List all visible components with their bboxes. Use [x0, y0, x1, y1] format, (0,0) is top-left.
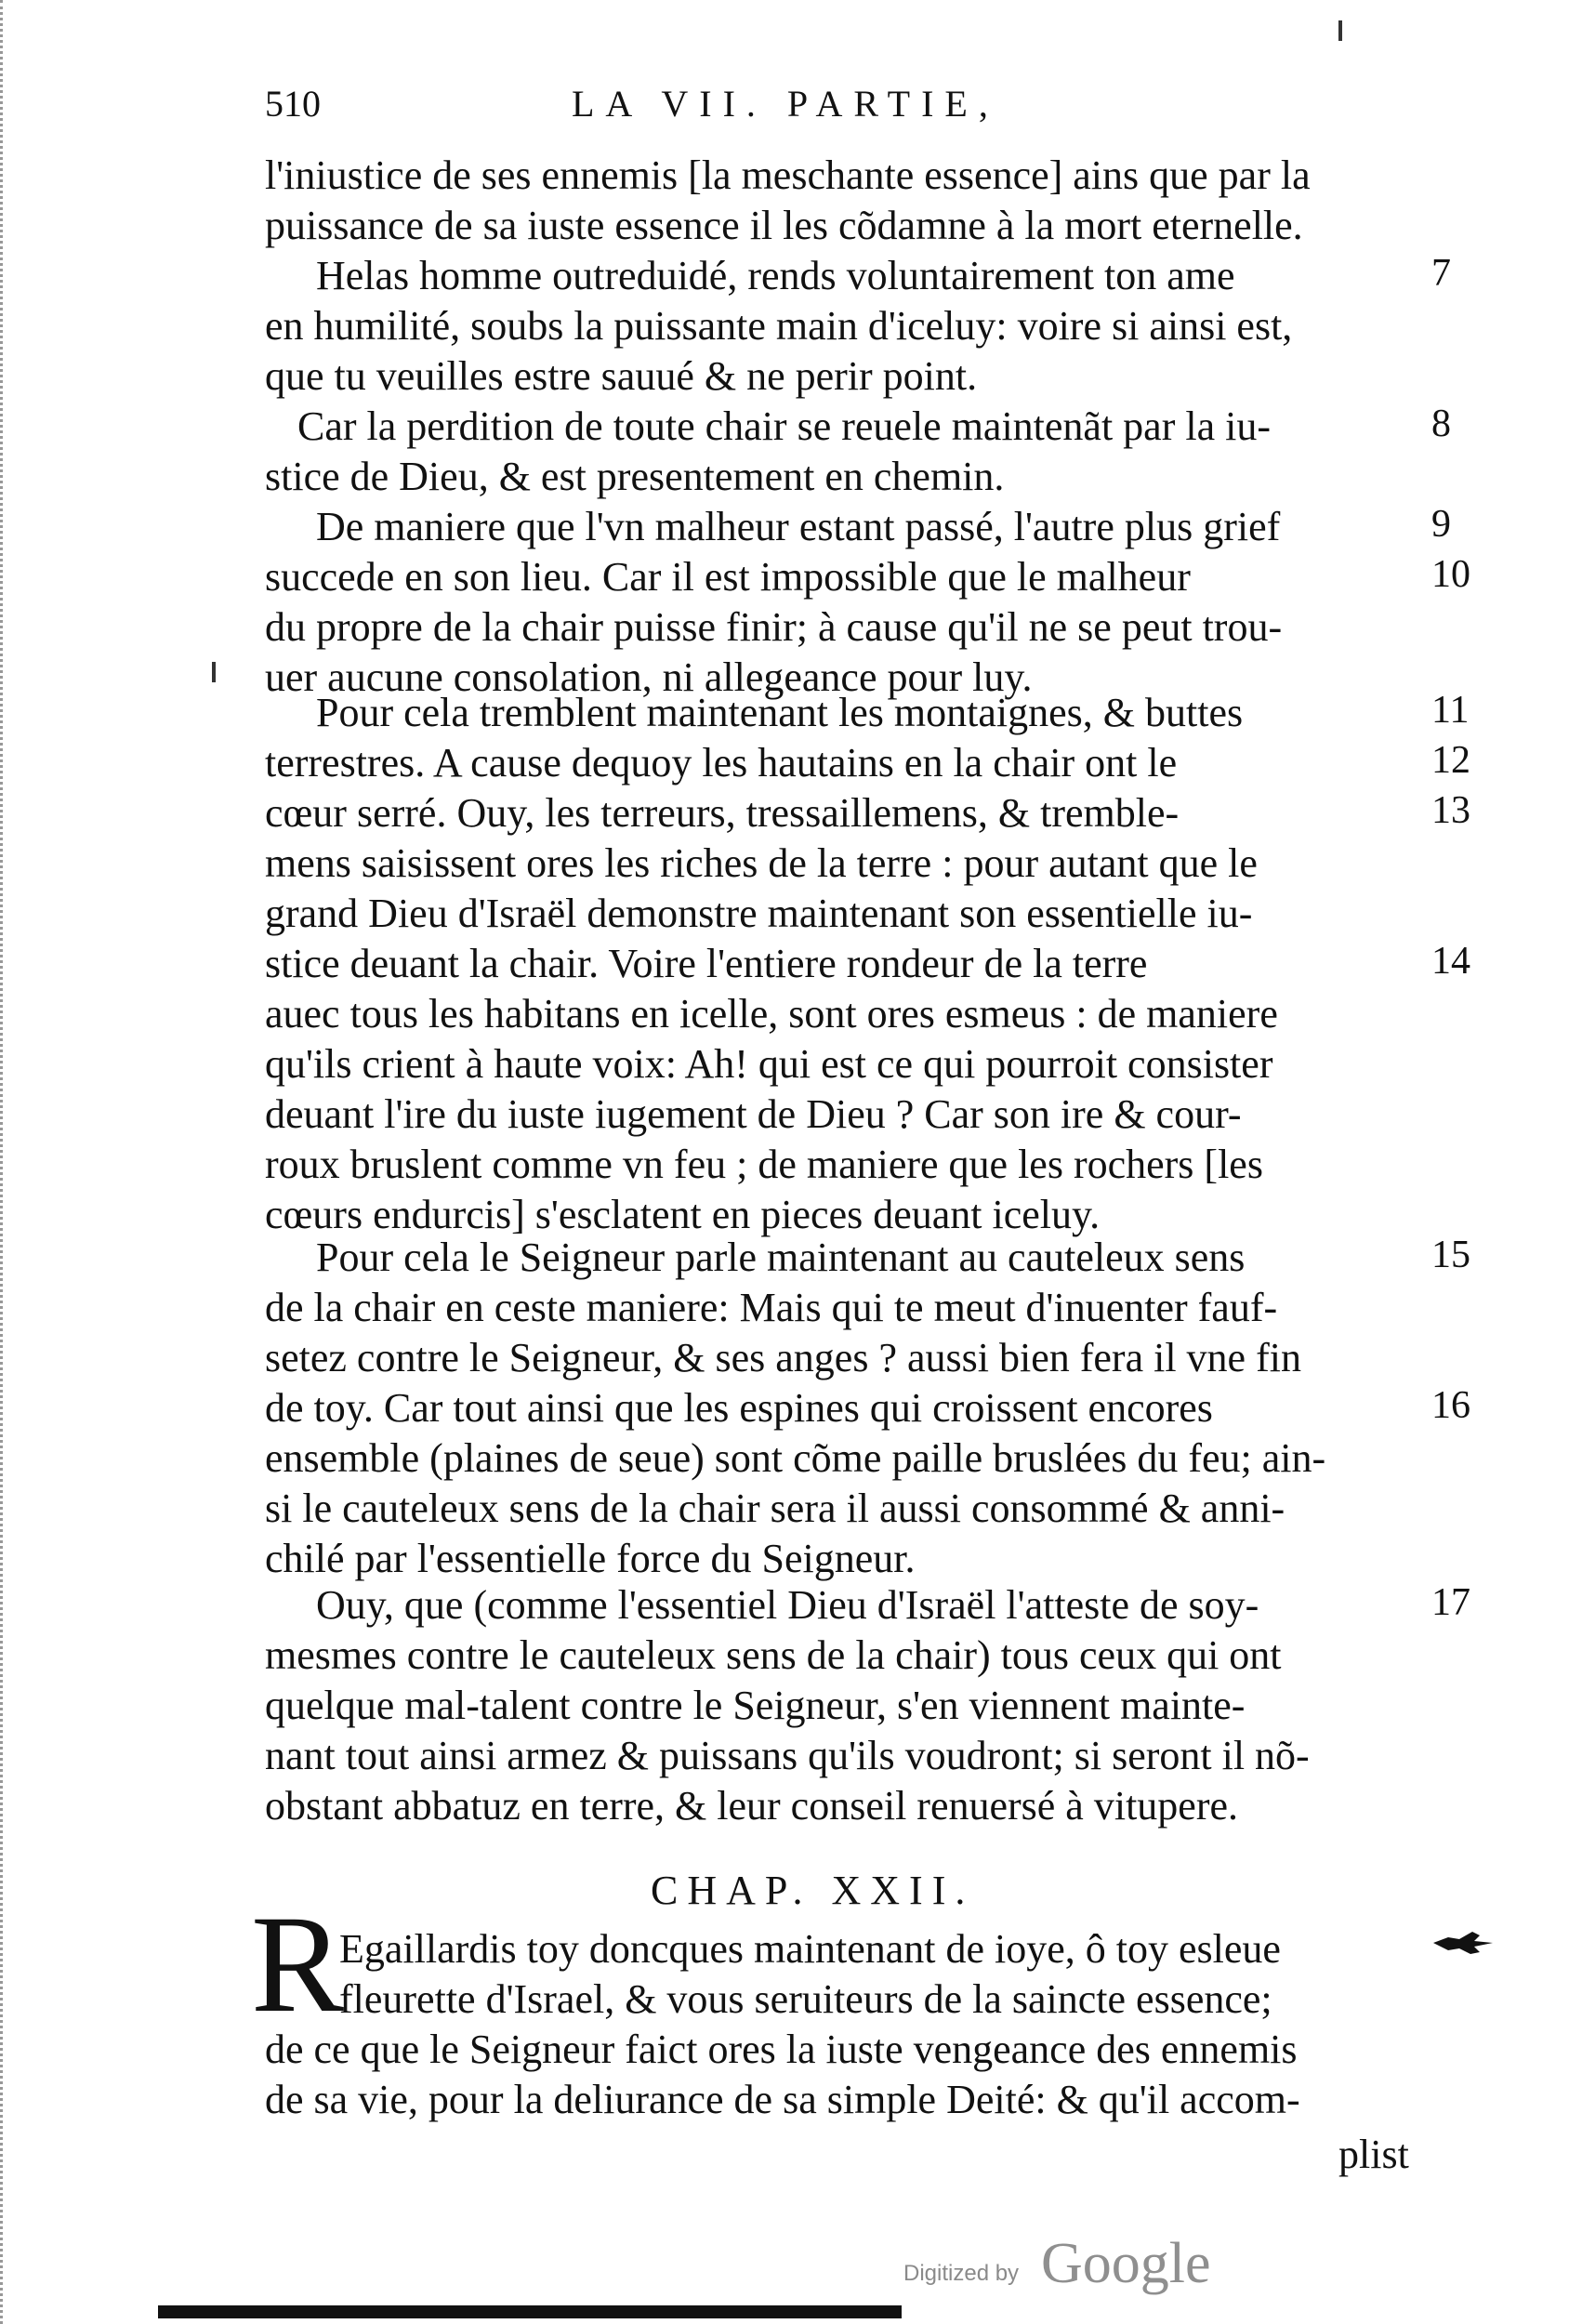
page-header [265, 82, 1399, 138]
text-line: grand Dieu d'Israël demonstre maintenant son essentielle iu- [265, 891, 1253, 936]
text-line: Car la perdition de toute chair se reuele maintenãt par la iu- [297, 403, 1271, 449]
paragraph-3-cont [265, 452, 1427, 502]
hand-ornament-icon [1431, 1924, 1496, 1961]
verse-number: 16 [1431, 1384, 1470, 1427]
verse-number: 12 [1431, 739, 1470, 782]
chapter-line: de ce que le Seigneur faict ores la iuste vengeance des ennemis [265, 2027, 1298, 2072]
paragraph-6 [316, 1233, 1478, 1283]
paragraph-2-cont [265, 301, 1427, 402]
text-line: stice deuant la chair. Voire l'entiere rondeur de la terre [265, 941, 1148, 986]
page-edge-bottom [158, 2305, 902, 2318]
text-line: Ouy, que (comme l'essentiel Dieu d'Israël l'atteste de soy- [316, 1582, 1259, 1628]
paragraph-7-cont [265, 1631, 1427, 1831]
text-line: puissance de sa iuste essence il les cõdamne à la mort eternelle. [265, 203, 1303, 248]
chapter-line: de sa vie, pour la deliurance de sa simple Deité: & qu'il accom- [265, 2077, 1300, 2122]
verse-number: 7 [1431, 252, 1451, 295]
text-line: du propre de la chair puisse finir; à cause qu'il ne se peut trou- [265, 604, 1283, 650]
margin-tick-left [212, 662, 216, 682]
verse-number: 8 [1431, 403, 1451, 445]
text-line: deuant l'ire du iuste iugement de Dieu ? Car son ire & cour- [265, 1091, 1242, 1137]
text-line: roux bruslent comme vn feu ; de maniere que les rochers [les [265, 1142, 1263, 1187]
text-line: stice de Dieu, & est presentement en chemin. [265, 454, 1005, 499]
chapter-line: Egaillardis toy doncques maintenant de ioye, ô toy esleue [339, 1926, 1281, 1972]
chapter-line: fleurette d'Israel, & vous seruiteurs de la saincte essence; [339, 1976, 1272, 2022]
text-line: en humilité, soubs la puissante main d'iceluy: voire si ainsi est, [265, 303, 1293, 349]
text-line: mens saisissent ores les riches de la terre : pour autant que le [265, 840, 1258, 886]
text-line: mesmes contre le cauteleux sens de la chair) tous ceux qui ont [265, 1632, 1282, 1678]
watermark-label: Digitized by [903, 2261, 1020, 2286]
text-line: Pour cela le Seigneur parle maintenant au cauteleux sens [316, 1235, 1246, 1280]
verse-number: 17 [1431, 1581, 1470, 1624]
running-title: LA VII. PARTIE, [572, 83, 999, 125]
verse-number: 13 [1431, 789, 1470, 832]
paragraph-5-cont [265, 738, 1427, 1240]
drop-cap: R [251, 1887, 345, 2041]
text-line: ensemble (plaines de seue) sont cõme paille bruslées du feu; ain- [265, 1435, 1326, 1481]
paragraph-6-cont [265, 1283, 1427, 1584]
watermark-logo: Google [1041, 2232, 1211, 2295]
text-line: succede en son lieu. Car il est impossible que le malheur [265, 554, 1191, 600]
text-line: terrestres. A cause dequoy les hautains en la chair ont le [265, 740, 1178, 786]
chapter-title: CHAP. XXII. [651, 1868, 975, 1913]
digitization-watermark [903, 2231, 1322, 2296]
text-line: de la chair en ceste maniere: Mais qui te meut d'inuenter fauf- [265, 1285, 1278, 1330]
text-line: cœur serré. Ouy, les terreurs, tressaillemens, & tremble- [265, 790, 1180, 836]
text-line: setez contre le Seigneur, & ses anges ? aussi bien fera il vne fin [265, 1335, 1301, 1380]
verse-number: 10 [1431, 553, 1470, 596]
paragraph-1 [265, 151, 1427, 251]
text-line: De maniere que l'vn malheur estant passé, l'autre plus grief [316, 504, 1281, 549]
text-line: chilé par l'essentielle force du Seigneur. [265, 1536, 916, 1581]
paragraph-4-cont [265, 552, 1427, 703]
verse-number: 15 [1431, 1234, 1470, 1276]
paragraph-5 [316, 688, 1478, 738]
text-line: quelque mal-talent contre le Seigneur, s'en viennent mainte- [265, 1683, 1246, 1728]
paragraph-3 [297, 402, 1459, 452]
margin-tick-top [1338, 20, 1342, 41]
text-line: Pour cela tremblent maintenant les montaignes, & buttes [316, 690, 1244, 735]
verse-number: 14 [1431, 940, 1470, 983]
text-line: cœurs endurcis] s'esclatent en pieces deuant iceluy. [265, 1192, 1101, 1237]
text-line: nant tout ainsi armez & puissans qu'ils voudront; si seront il nõ- [265, 1733, 1310, 1778]
verse-number: 9 [1431, 503, 1451, 546]
page-number: 510 [265, 83, 321, 125]
text-line: qu'ils crient à haute voix: Ah! qui est ce qui pourroit consister [265, 1041, 1273, 1087]
text-line: de toy. Car tout ainsi que les espines qui croissent encores [265, 1385, 1213, 1431]
catchword: plist [1338, 2132, 1409, 2177]
text-line: si le cauteleux sens de la chair sera il aussi consommé & anni- [265, 1486, 1285, 1531]
text-line: Helas homme outreduidé, rends voluntairement ton ame [316, 253, 1235, 298]
text-line: obstant abbatuz en terre, & leur conseil renuersé à vitupere. [265, 1783, 1238, 1829]
text-line: auec tous les habitans en icelle, sont ores esmeus : de maniere [265, 991, 1278, 1037]
text-line: uer aucune consolation, ni allegeance pour luy. [265, 654, 1033, 700]
page-edge-left [0, 0, 12, 2324]
text-line: l'iniustice de ses ennemis [la meschante essence] ains que par la [265, 152, 1311, 198]
paragraph-2 [316, 251, 1478, 301]
paragraph-4 [316, 502, 1478, 552]
verse-number: 11 [1431, 689, 1470, 732]
paragraph-7 [316, 1580, 1478, 1631]
text-line: que tu veuilles estre sauué & ne perir point. [265, 353, 978, 399]
